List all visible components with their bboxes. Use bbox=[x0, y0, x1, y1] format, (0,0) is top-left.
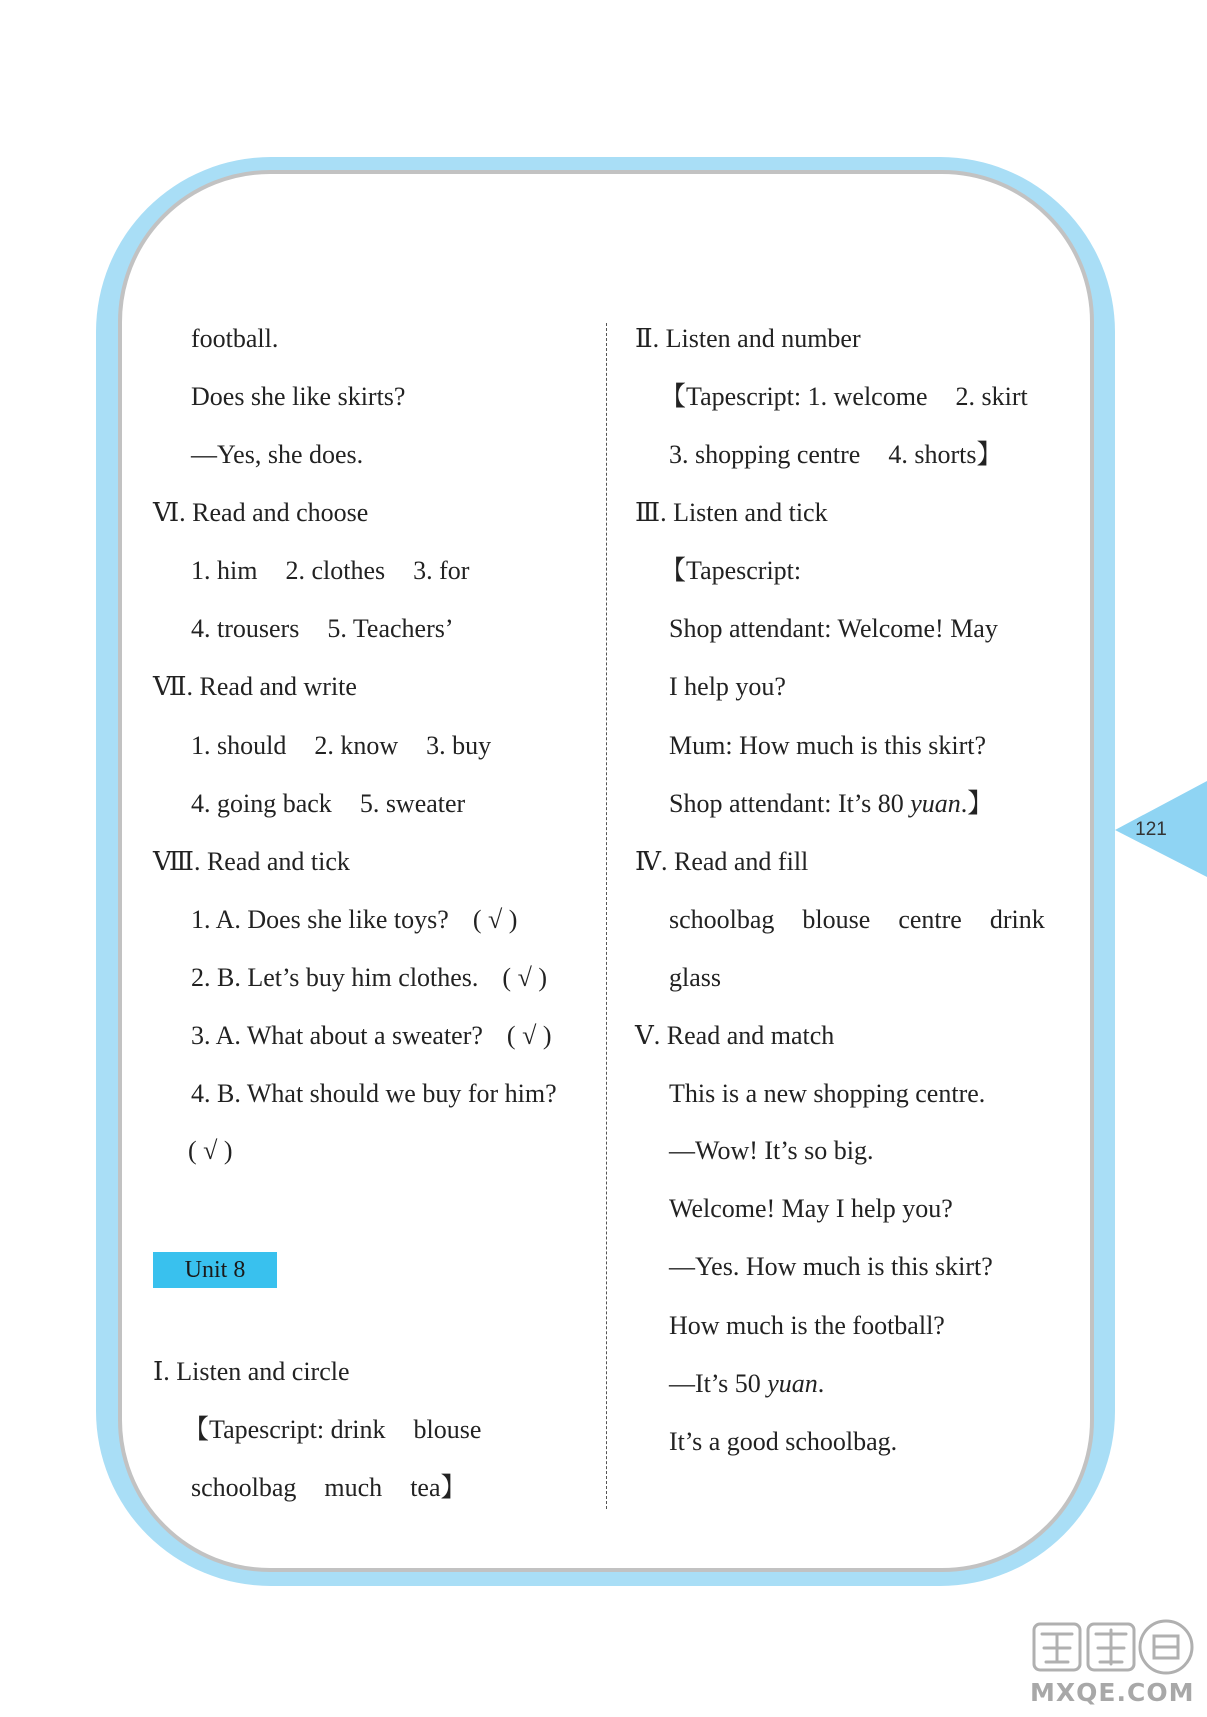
match-text: —It’s 50 bbox=[669, 1369, 768, 1398]
answer-item: 2. know bbox=[314, 731, 399, 760]
answer-row bbox=[191, 786, 465, 822]
tapescript-item: 3. shopping centre bbox=[669, 440, 861, 469]
dialogue-line: Mum: How much is this skirt? bbox=[669, 731, 987, 760]
match-line: Welcome! May I help you? bbox=[669, 1194, 953, 1223]
match-line: —Wow! It’s so big. bbox=[669, 1136, 874, 1165]
section-heading-listen-and-circle: Ⅰ. Listen and circle bbox=[153, 1357, 350, 1386]
tapescript-line bbox=[660, 379, 1028, 415]
answer-word: glass bbox=[669, 963, 721, 992]
tick-mark: ( √ ) bbox=[506, 1021, 552, 1050]
section-heading-listen-and-tick: Ⅲ. Listen and tick bbox=[635, 498, 828, 527]
tapescript-item: tea】 bbox=[410, 1473, 467, 1502]
tapescript-open: 【Tapescript: bbox=[660, 556, 802, 585]
currency-word: yuan bbox=[767, 1369, 818, 1398]
answer-word: drink bbox=[989, 905, 1045, 934]
tapescript-line bbox=[183, 1412, 481, 1448]
tick-item bbox=[191, 960, 547, 996]
match-line: It’s a good schoolbag. bbox=[669, 1427, 898, 1456]
answer-item: 4. going back bbox=[191, 789, 332, 818]
column-divider bbox=[606, 323, 607, 1509]
tick-item bbox=[191, 1018, 552, 1054]
carryover-line: Does she like skirts? bbox=[191, 382, 406, 411]
answer-item: 3. buy bbox=[426, 731, 492, 760]
section-heading-listen-and-number: Ⅱ. Listen and number bbox=[635, 324, 861, 353]
section-heading-read-and-write: Ⅶ. Read and write bbox=[153, 672, 357, 701]
match-text: . bbox=[817, 1369, 825, 1398]
answer-item: 3. for bbox=[413, 556, 470, 585]
unit-label: Unit 8 bbox=[153, 1252, 277, 1288]
tick-item-text: 4. B. What should we buy for him? bbox=[191, 1079, 557, 1108]
tapescript-line bbox=[191, 1470, 467, 1506]
section-heading-read-and-match: Ⅴ. Read and match bbox=[635, 1021, 835, 1050]
tapescript-item: blouse bbox=[413, 1415, 482, 1444]
tapescript-item: schoolbag bbox=[191, 1473, 297, 1502]
dialogue-line bbox=[669, 786, 993, 822]
dialogue-line: I help you? bbox=[669, 672, 786, 701]
answer-item: 1. should bbox=[191, 731, 287, 760]
match-line: This is a new shopping centre. bbox=[669, 1079, 986, 1108]
currency-word: yuan bbox=[910, 789, 961, 818]
tapescript-item: 2. skirt bbox=[955, 382, 1028, 411]
page-number: 121 bbox=[1135, 819, 1167, 840]
answer-item: 5. sweater bbox=[359, 789, 466, 818]
answer-row bbox=[191, 611, 454, 647]
answer-word: schoolbag bbox=[669, 905, 775, 934]
answer-row bbox=[669, 902, 1045, 938]
tick-item-text: 1. A. Does she like toys? bbox=[191, 905, 449, 934]
tapescript-item: much bbox=[324, 1473, 383, 1502]
answer-word: centre bbox=[898, 905, 962, 934]
answer-row bbox=[191, 553, 469, 589]
dialogue-text: .】 bbox=[960, 789, 994, 818]
match-line bbox=[669, 1366, 824, 1402]
answer-item: 4. trousers bbox=[191, 614, 300, 643]
carryover-line: football. bbox=[191, 324, 279, 353]
section-heading-read-and-choose: Ⅵ. Read and choose bbox=[153, 498, 369, 527]
tick-mark: ( √ ) bbox=[188, 1136, 233, 1165]
match-line: —Yes. How much is this skirt? bbox=[669, 1252, 993, 1281]
tick-item-text: 2. B. Let’s buy him clothes. bbox=[191, 963, 479, 992]
tick-item bbox=[191, 902, 517, 938]
answer-item: 5. Teachers’ bbox=[327, 614, 454, 643]
answer-row bbox=[191, 728, 491, 764]
dialogue-line: Shop attendant: Welcome! May bbox=[669, 614, 998, 643]
tapescript-item: 【Tapescript: drink bbox=[183, 1415, 386, 1444]
watermark-logo bbox=[1030, 1618, 1196, 1676]
tapescript-line bbox=[669, 437, 1002, 473]
tapescript-item: 【Tapescript: 1. welcome bbox=[660, 382, 928, 411]
match-line: How much is the football? bbox=[669, 1311, 945, 1340]
answer-item: 2. clothes bbox=[285, 556, 386, 585]
tick-item-text: 3. A. What about a sweater? bbox=[191, 1021, 483, 1050]
tick-mark: ( √ ) bbox=[472, 905, 518, 934]
answer-item: 1. him bbox=[191, 556, 258, 585]
carryover-line: —Yes, she does. bbox=[191, 440, 364, 469]
watermark-site: MXQE.COM bbox=[1030, 1678, 1195, 1707]
dialogue-text: Shop attendant: It’s 80 bbox=[669, 789, 911, 818]
answer-word: blouse bbox=[802, 905, 871, 934]
section-heading-read-and-tick: Ⅷ. Read and tick bbox=[153, 847, 350, 876]
tick-mark: ( √ ) bbox=[502, 963, 548, 992]
tapescript-item: 4. shorts】 bbox=[888, 440, 1003, 469]
section-heading-read-and-fill: Ⅳ. Read and fill bbox=[635, 847, 809, 876]
